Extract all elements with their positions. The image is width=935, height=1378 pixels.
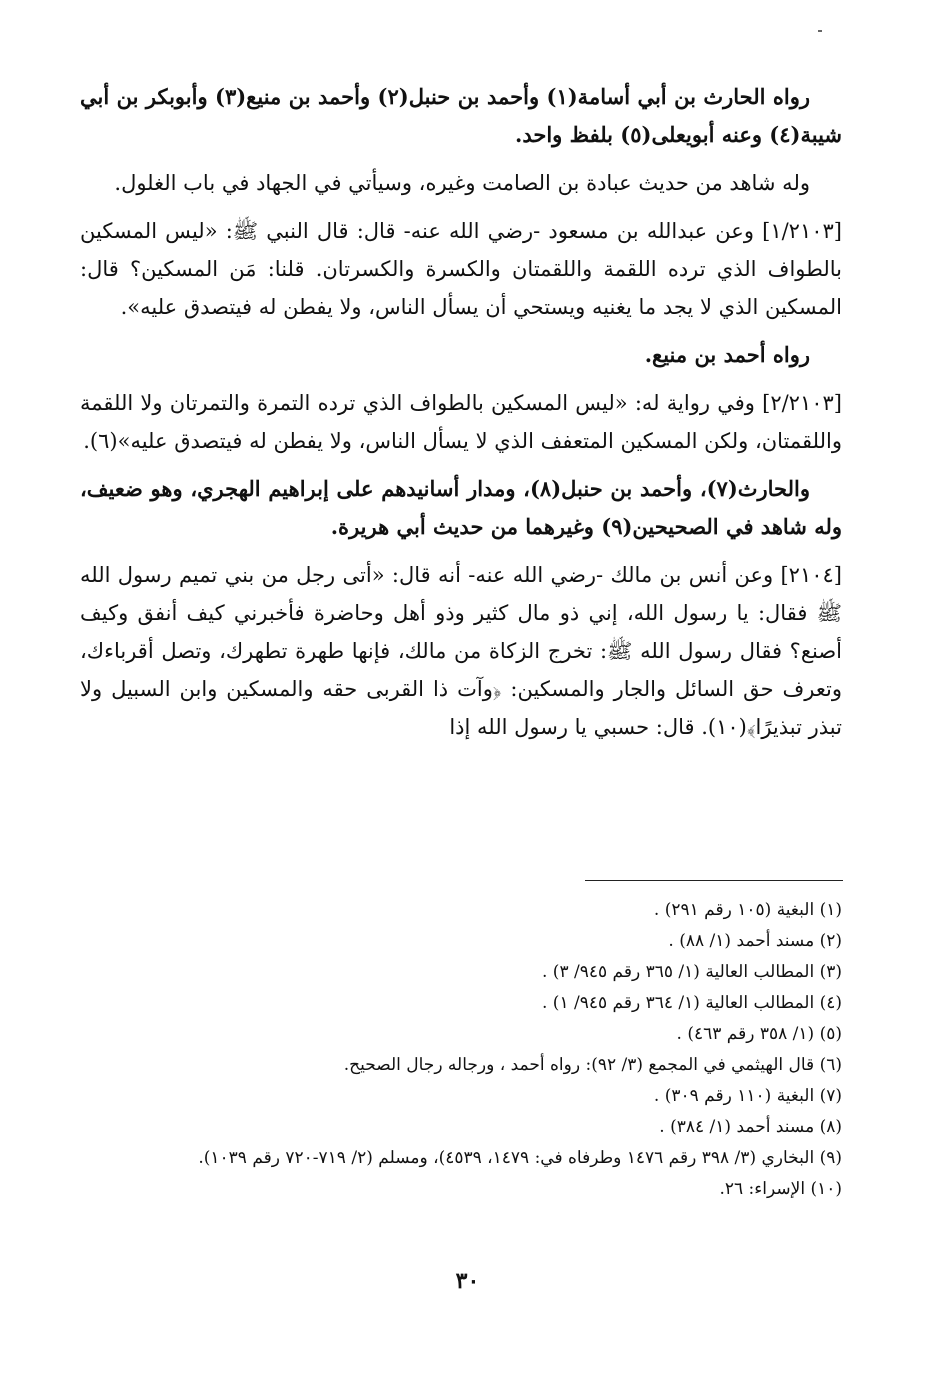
footnote-5: (٥) (١/ ٣٥٨ رقم ٤٦٣) . (676, 1024, 842, 1044)
paragraph-2: وله شاهد من حديث عبادة بن الصامت وغيره، وسيأتي في الجهاد في باب الغلول. (114, 171, 810, 195)
page-number: ٣٠ (455, 1268, 480, 1294)
paragraph-5: [٢/٢١٠٣] وفي رواية له: «ليس المسكين بالطواف الذي ترده التمرة والتمرتان ولا اللقمة واللقمتان، ولكن المسكين المتعفف الذي لا يسأل الناس، ولا يفطن له فيتصدق عليه»(٦). (80, 391, 842, 453)
footnote-7: (٧) البغية (١١٠ رقم ٣٠٩) . (653, 1086, 842, 1106)
footnote-3: (٣) المطالب العالية (١/ ٣٦٥ رقم ٩٤٥/ ٣) . (542, 962, 842, 982)
main-text (80, 78, 842, 756)
paragraph-1: رواه الحارث بن أبي أسامة(١) وأحمد بن حنبل(٢) وأحمد بن منيع(٣) وأبوبكر بن أبي شيبة(٤) وعنه أبويعلى(٥) بلفظ واحد. (80, 84, 842, 147)
footnote-1: (١) البغية (١٠٥ رقم ٢٩١) . (653, 900, 842, 920)
footnote-2: (٢) مسند أحمد (١/ ٨٨) . (668, 931, 842, 951)
footnote-10: (١٠) الإسراء: ٢٦. (719, 1179, 842, 1199)
footnote-divider (585, 880, 843, 881)
footnotes (80, 895, 842, 1205)
paragraph-3: [١/٢١٠٣] وعن عبدالله بن مسعود -رضي الله عنه- قال: قال النبي ﷺ: «ليس المسكين بالطواف الذي ترده اللقمة واللقمتان والكسرة والكسرتان. قلنا: مَن المسكين؟ قال: المسكين الذي لا يجد ما يغنيه ويستحي أن يسأل الناس، ولا يفطن له فيتصدق عليه». (80, 219, 842, 319)
paragraph-7: [٢١٠٤] وعن أنس بن مالك -رضي الله عنه- أنه قال: «أتى رجل من بني تميم رسول الله ﷺ فقال: يا رسول الله، إني ذو مال كثير وذو أهل وحاضرة فأخبرني كيف أنفق وكيف أصنع؟ فقال رسول الله ﷺ: تخرج الزكاة من مالك، فإنها طهرة تطهرك، وتصل أقرباءك، وتعرف حق السائل والجار والمسكين: ﴿وآت ذا القربى حقه والمسكين وابن السبيل ولا تبذر تبذيرًا﴾(١٠). قال: حسبي يا رسول الله إذا (80, 563, 842, 739)
scan-mark (818, 30, 822, 32)
footnote-4: (٤) المطالب العالية (١/ ٣٦٤ رقم ٩٤٥/ ١) . (542, 993, 842, 1013)
footnote-9: (٩) البخاري (٣/ ٣٩٨ رقم ١٤٧٦ وطرفاه في: ١٤٧٩، ٤٥٣٩)، ومسلم (٢/ ٧١٩-٧٢٠ رقم ١٠٣٩). (198, 1148, 842, 1168)
footnote-6: (٦) قال الهيثمي في المجمع (٣/ ٩٢): رواه أحمد ، ورجاله رجال الصحيح. (343, 1055, 842, 1075)
footnote-8: (٨) مسند أحمد (١/ ٣٨٤) . (659, 1117, 842, 1137)
paragraph-6: والحارث(٧)، وأحمد بن حنبل(٨)، ومدار أسانيدهم على إبراهيم الهجري، وهو ضعيف، وله شاهد في الصحيحين(٩) وغيرهما من حديث أبي هريرة. (80, 476, 842, 539)
paragraph-4: رواه أحمد بن منيع. (644, 342, 810, 367)
